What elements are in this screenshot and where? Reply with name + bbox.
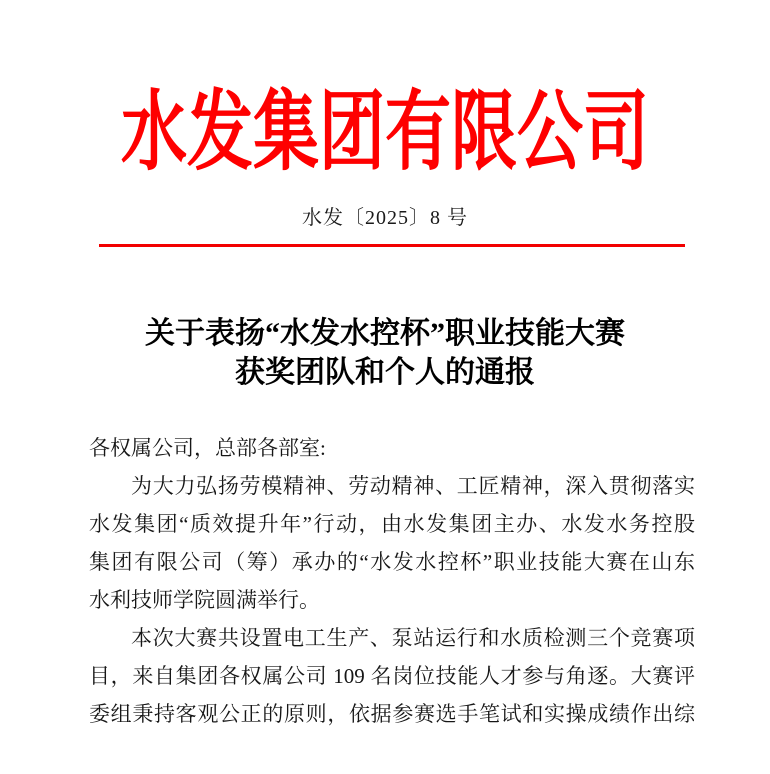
notice-title-line-1: 关于表扬“水发水控杯”职业技能大赛 <box>145 317 625 350</box>
body-line: 委组秉持客观公正的原则，依据参赛选手笔试和实操成绩作出综 <box>89 702 695 726</box>
body-line: 水发集团“质效提升年”行动，由水发集团主办、水发水务控股 <box>89 512 695 536</box>
notice-title <box>0 314 770 392</box>
salutation: 各权属公司，总部各部室: <box>89 436 326 460</box>
document-number: 水发〔2025〕8 号 <box>302 207 468 229</box>
letterhead-org-name: 水发集团有限公司 <box>121 85 649 182</box>
body-line: 为大力弘扬劳模精神、劳动精神、工匠精神，深入贯彻落实 <box>131 474 695 498</box>
body-line: 集团有限公司（筹）承办的“水发水控杯”职业技能大赛在山东 <box>89 550 695 574</box>
red-divider <box>99 244 685 247</box>
document-body <box>89 429 695 733</box>
notice-title-line-2: 获奖团队和个人的通报 <box>235 356 535 389</box>
body-line: 水利技师学院圆满举行。 <box>89 588 320 612</box>
letterhead <box>0 85 770 182</box>
body-line: 目，来自集团各权属公司 109 名岗位技能人才参与角逐。大赛评 <box>89 664 695 688</box>
body-line: 本次大赛共设置电工生产、泵站运行和水质检测三个竞赛项 <box>131 626 695 650</box>
